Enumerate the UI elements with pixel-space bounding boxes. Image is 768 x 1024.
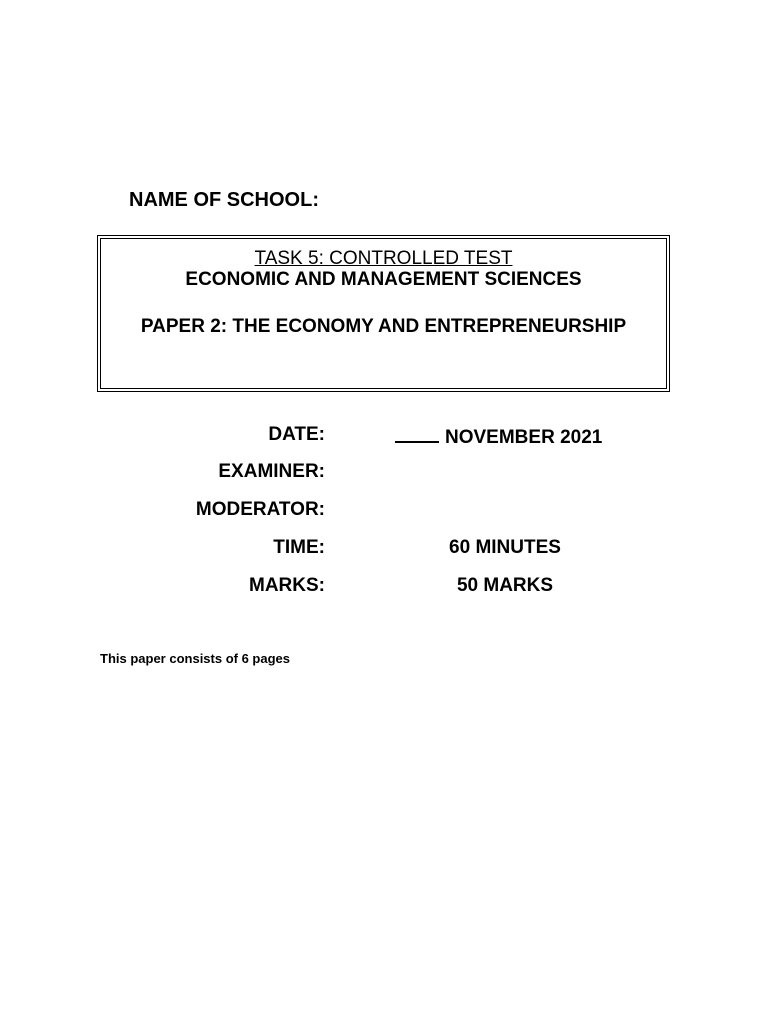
school-name-label: NAME OF SCHOOL: <box>129 189 319 211</box>
marks-row <box>0 574 768 598</box>
subject-title: ECONOMIC AND MANAGEMENT SCIENCES <box>185 269 582 290</box>
date-row <box>0 423 768 447</box>
moderator-row <box>0 498 768 522</box>
date-label: DATE: <box>268 424 325 445</box>
date-value-wrapper <box>395 423 602 450</box>
time-label: TIME: <box>273 537 325 558</box>
date-blank-line <box>395 423 439 443</box>
time-row <box>0 536 768 560</box>
time-value: 60 MINUTES <box>449 537 561 558</box>
date-value: NOVEMBER 2021 <box>445 427 603 448</box>
marks-label: MARKS: <box>249 575 325 596</box>
marks-value: 50 MARKS <box>456 575 554 596</box>
title-box <box>97 235 670 392</box>
examiner-row <box>0 460 768 484</box>
examiner-label: EXAMINER: <box>218 461 325 482</box>
moderator-label: MODERATOR: <box>195 499 325 520</box>
page-count-note: This paper consists of 6 pages <box>100 651 290 666</box>
paper-title: PAPER 2: THE ECONOMY AND ENTREPRENEURSHIP <box>140 316 627 337</box>
task-title: TASK 5: CONTROLLED TEST <box>254 248 513 269</box>
